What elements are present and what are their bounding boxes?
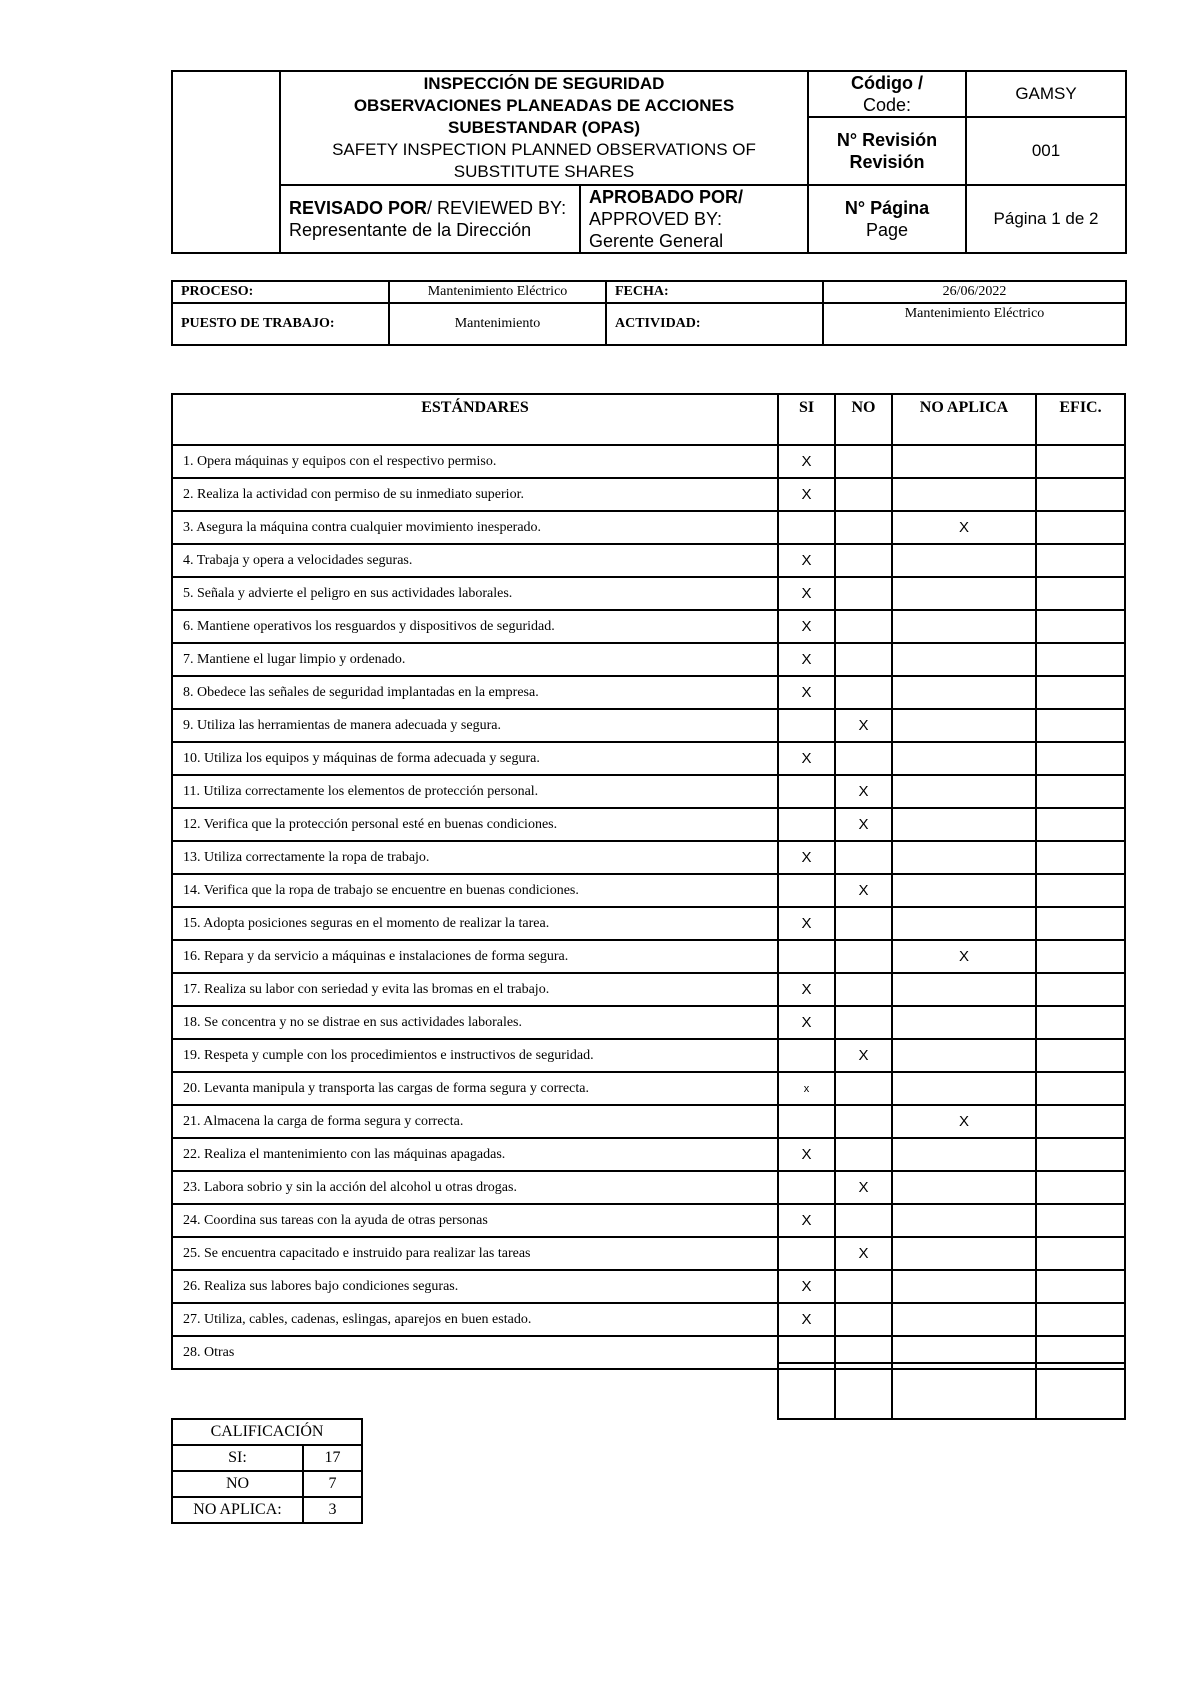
document-title-block — [280, 71, 808, 185]
extra-na-cell — [892, 1363, 1036, 1419]
standard-text: 11. Utiliza correctamente los elementos de protección personal. — [172, 775, 778, 808]
no-mark: X — [835, 1237, 892, 1270]
efic-mark — [1036, 445, 1125, 478]
reviewed-by-cell — [280, 185, 580, 253]
standard-row — [172, 1039, 1125, 1072]
standard-row — [172, 1237, 1125, 1270]
standard-text: 2. Realiza la actividad con permiso de su inmediato superior. — [172, 478, 778, 511]
na-mark — [892, 1072, 1036, 1105]
title-line-3: SUBESTANDAR (OPAS) — [447, 118, 641, 137]
code-label: Código / — [851, 73, 923, 93]
no-mark — [835, 643, 892, 676]
standard-text: 12. Verifica que la protección personal esté en buenas condiciones. — [172, 808, 778, 841]
na-mark: X — [892, 940, 1036, 973]
standard-text: 6. Mantiene operativos los resguardos y dispositivos de seguridad. — [172, 610, 778, 643]
standard-row — [172, 973, 1125, 1006]
page-label-cell — [808, 185, 966, 253]
efic-mark — [1036, 940, 1125, 973]
no-mark — [835, 577, 892, 610]
extra-efic-cell — [1036, 1363, 1125, 1419]
na-mark — [892, 1039, 1036, 1072]
standard-row — [172, 1138, 1125, 1171]
approved-label: APROBADO POR/ — [589, 187, 744, 207]
efic-mark — [1036, 544, 1125, 577]
no-mark — [835, 1138, 892, 1171]
no-mark — [835, 676, 892, 709]
efic-mark — [1036, 511, 1125, 544]
standard-text: 16. Repara y da servicio a máquinas e instalaciones de forma segura. — [172, 940, 778, 973]
efic-mark — [1036, 808, 1125, 841]
no-mark — [835, 610, 892, 643]
standard-text: 1. Opera máquinas y equipos con el respectivo permiso. — [172, 445, 778, 478]
no-mark: X — [835, 775, 892, 808]
standard-text: 17. Realiza su labor con seriedad y evita las bromas en el trabajo. — [172, 973, 778, 1006]
efic-mark — [1036, 478, 1125, 511]
standard-row — [172, 1105, 1125, 1138]
extra-no-cell — [835, 1363, 892, 1419]
na-mark — [892, 1237, 1036, 1270]
standard-row — [172, 808, 1125, 841]
no-mark — [835, 940, 892, 973]
si-mark — [778, 940, 835, 973]
no-mark — [835, 907, 892, 940]
extra-si-cell — [778, 1363, 835, 1419]
column-header-standards: ESTÁNDARES — [172, 394, 778, 445]
approved-label-en: APPROVED BY: — [589, 209, 723, 229]
standard-text: 27. Utiliza, cables, cadenas, eslingas, aparejos en buen estado. — [172, 1303, 778, 1336]
na-mark — [892, 544, 1036, 577]
rating-label: NO APLICA: — [172, 1497, 303, 1523]
rating-value: 7 — [303, 1471, 362, 1497]
standard-row — [172, 610, 1125, 643]
standard-row — [172, 676, 1125, 709]
si-mark — [778, 775, 835, 808]
standard-text: 4. Trabaja y opera a velocidades seguras. — [172, 544, 778, 577]
standard-text: 5. Señala y advierte el peligro en sus actividades laborales. — [172, 577, 778, 610]
standard-row — [172, 775, 1125, 808]
no-mark: X — [835, 874, 892, 907]
si-mark: X — [778, 577, 835, 610]
standard-text: 26. Realiza sus labores bajo condiciones seguras. — [172, 1270, 778, 1303]
si-mark — [778, 1237, 835, 1270]
standard-text: 7. Mantiene el lugar limpio y ordenado. — [172, 643, 778, 676]
si-mark: X — [778, 478, 835, 511]
standard-row — [172, 1204, 1125, 1237]
na-mark — [892, 1270, 1036, 1303]
na-mark: X — [892, 1105, 1036, 1138]
document-header — [171, 70, 1127, 254]
no-mark — [835, 742, 892, 775]
title-line-2: OBSERVACIONES PLANEADAS DE ACCIONES — [353, 96, 735, 115]
no-mark — [835, 1270, 892, 1303]
standard-text: 10. Utiliza los equipos y máquinas de forma adecuada y segura. — [172, 742, 778, 775]
reviewed-label: REVISADO POR — [289, 198, 428, 218]
no-mark — [835, 478, 892, 511]
na-mark — [892, 445, 1036, 478]
standards-extra-row — [777, 1362, 1126, 1420]
standard-text: 20. Levanta manipula y transporta las cargas de forma segura y correcta. — [172, 1072, 778, 1105]
process-value: Mantenimiento Eléctrico — [389, 281, 606, 303]
reviewed-value: Representante de la Dirección — [289, 220, 532, 240]
si-mark — [778, 808, 835, 841]
standard-row — [172, 907, 1125, 940]
si-mark: X — [778, 1006, 835, 1039]
si-mark — [778, 511, 835, 544]
approved-by-cell — [580, 185, 808, 253]
si-mark: X — [778, 1270, 835, 1303]
no-mark: X — [835, 709, 892, 742]
rating-row — [172, 1471, 362, 1497]
si-mark: X — [778, 742, 835, 775]
page-label: N° Página — [844, 198, 930, 218]
efic-mark — [1036, 610, 1125, 643]
si-mark — [778, 1039, 835, 1072]
standard-text: 14. Verifica que la ropa de trabajo se encuentre en buenas condiciones. — [172, 874, 778, 907]
standard-text: 18. Se concentra y no se distrae en sus actividades laborales. — [172, 1006, 778, 1039]
efic-mark — [1036, 676, 1125, 709]
page-label-en: Page — [865, 220, 909, 240]
revision-value: 001 — [966, 117, 1126, 185]
no-mark: X — [835, 1039, 892, 1072]
column-header-si: SI — [778, 394, 835, 445]
standards-header-row — [172, 394, 1125, 445]
standard-text: 23. Labora sobrio y sin la acción del alcohol u otras drogas. — [172, 1171, 778, 1204]
revision-label-cell — [808, 117, 966, 185]
si-mark: x — [778, 1072, 835, 1105]
no-mark — [835, 511, 892, 544]
na-mark — [892, 742, 1036, 775]
job-label: PUESTO DE TRABAJO: — [172, 303, 389, 345]
efic-mark — [1036, 577, 1125, 610]
efic-mark — [1036, 643, 1125, 676]
na-mark — [892, 1303, 1036, 1336]
standards-table — [171, 393, 1126, 1370]
efic-mark — [1036, 1270, 1125, 1303]
na-mark — [892, 1006, 1036, 1039]
si-mark: X — [778, 1138, 835, 1171]
rating-label: SI: — [172, 1445, 303, 1471]
na-mark — [892, 709, 1036, 742]
rating-value: 17 — [303, 1445, 362, 1471]
standard-text: 19. Respeta y cumple con los procedimientos e instructivos de seguridad. — [172, 1039, 778, 1072]
rating-row — [172, 1497, 362, 1523]
standard-row — [172, 1006, 1125, 1039]
na-mark: X — [892, 511, 1036, 544]
si-mark: X — [778, 907, 835, 940]
no-mark — [835, 1204, 892, 1237]
efic-mark — [1036, 1237, 1125, 1270]
no-mark: X — [835, 1171, 892, 1204]
rating-label: NO — [172, 1471, 303, 1497]
na-mark — [892, 1171, 1036, 1204]
na-mark — [892, 973, 1036, 1006]
efic-mark — [1036, 1303, 1125, 1336]
si-mark — [778, 709, 835, 742]
na-mark — [892, 478, 1036, 511]
rating-summary-table — [171, 1418, 363, 1524]
column-header-efic: EFIC. — [1036, 394, 1125, 445]
efic-mark — [1036, 841, 1125, 874]
standard-row — [172, 841, 1125, 874]
rating-value: 3 — [303, 1497, 362, 1523]
efic-mark — [1036, 973, 1125, 1006]
process-label: PROCESO: — [172, 281, 389, 303]
efic-mark — [1036, 1204, 1125, 1237]
no-mark — [835, 1105, 892, 1138]
standard-row — [172, 1171, 1125, 1204]
si-mark: X — [778, 643, 835, 676]
na-mark — [892, 610, 1036, 643]
efic-mark — [1036, 1105, 1125, 1138]
standard-row — [172, 544, 1125, 577]
no-mark — [835, 1006, 892, 1039]
si-mark — [778, 874, 835, 907]
si-mark — [778, 1171, 835, 1204]
si-mark — [778, 1105, 835, 1138]
na-mark — [892, 1204, 1036, 1237]
activity-label: ACTIVIDAD: — [606, 303, 823, 345]
standard-text: 22. Realiza el mantenimiento con las máquinas apagadas. — [172, 1138, 778, 1171]
efic-mark — [1036, 775, 1125, 808]
si-mark: X — [778, 1303, 835, 1336]
efic-mark — [1036, 874, 1125, 907]
efic-mark — [1036, 1006, 1125, 1039]
date-value: 26/06/2022 — [823, 281, 1126, 303]
standard-row — [172, 1072, 1125, 1105]
efic-mark — [1036, 1171, 1125, 1204]
page-value: Página 1 de 2 — [966, 185, 1126, 253]
code-value: GAMSY — [966, 71, 1126, 117]
no-mark — [835, 544, 892, 577]
si-mark: X — [778, 676, 835, 709]
standard-row — [172, 1303, 1125, 1336]
standard-text: 8. Obedece las señales de seguridad implantadas en la empresa. — [172, 676, 778, 709]
no-mark: X — [835, 808, 892, 841]
na-mark — [892, 841, 1036, 874]
standard-text: 24. Coordina sus tareas con la ayuda de otras personas — [172, 1204, 778, 1237]
job-value: Mantenimiento — [389, 303, 606, 345]
rating-row — [172, 1445, 362, 1471]
efic-mark — [1036, 1138, 1125, 1171]
reviewed-label-en: / REVIEWED BY: — [427, 198, 567, 218]
standard-row — [172, 874, 1125, 907]
standard-row — [172, 478, 1125, 511]
standard-text: 15. Adopta posiciones seguras en el momento de realizar la tarea. — [172, 907, 778, 940]
si-mark: X — [778, 610, 835, 643]
standard-text: 28. Otras — [172, 1336, 778, 1369]
efic-mark — [1036, 742, 1125, 775]
code-label-cell — [808, 71, 966, 117]
logo-placeholder — [172, 71, 280, 253]
na-mark — [892, 808, 1036, 841]
standard-row — [172, 940, 1125, 973]
si-mark: X — [778, 973, 835, 1006]
no-mark — [835, 973, 892, 1006]
standard-row — [172, 742, 1125, 775]
standard-text: 3. Asegura la máquina contra cualquier movimiento inesperado. — [172, 511, 778, 544]
si-mark: X — [778, 841, 835, 874]
process-info-table — [171, 280, 1127, 346]
standard-text: 13. Utiliza correctamente la ropa de trabajo. — [172, 841, 778, 874]
na-mark — [892, 874, 1036, 907]
na-mark — [892, 643, 1036, 676]
na-mark — [892, 775, 1036, 808]
standard-row — [172, 445, 1125, 478]
approved-value: Gerente General — [589, 231, 724, 251]
si-mark: X — [778, 544, 835, 577]
document-subtitle: SAFETY INSPECTION PLANNED OBSERVATIONS OF SUBSTITUTE SHARES — [332, 140, 756, 181]
activity-value: Mantenimiento Eléctrico — [823, 303, 1126, 345]
standard-text: 9. Utiliza las herramientas de manera adecuada y segura. — [172, 709, 778, 742]
date-label: FECHA: — [606, 281, 823, 303]
no-mark — [835, 1072, 892, 1105]
no-mark — [835, 1303, 892, 1336]
revision-label-2: Revisión — [849, 152, 925, 172]
na-mark — [892, 577, 1036, 610]
no-mark — [835, 841, 892, 874]
efic-mark — [1036, 709, 1125, 742]
standard-row — [172, 577, 1125, 610]
efic-mark — [1036, 907, 1125, 940]
standard-row — [172, 511, 1125, 544]
si-mark: X — [778, 1204, 835, 1237]
no-mark — [835, 445, 892, 478]
column-header-no-aplica: NO APLICA — [892, 394, 1036, 445]
standard-text: 25. Se encuentra capacitado e instruido para realizar las tareas — [172, 1237, 778, 1270]
revision-label: N° Revisión — [836, 130, 938, 150]
column-header-no: NO — [835, 394, 892, 445]
na-mark — [892, 907, 1036, 940]
standard-row — [172, 1270, 1125, 1303]
efic-mark — [1036, 1039, 1125, 1072]
standard-text: 21. Almacena la carga de forma segura y correcta. — [172, 1105, 778, 1138]
si-mark: X — [778, 445, 835, 478]
efic-mark — [1036, 1072, 1125, 1105]
standard-row — [172, 709, 1125, 742]
code-label-en: Code: — [862, 95, 912, 115]
rating-title: CALIFICACIÓN — [172, 1419, 362, 1445]
title-line-1: INSPECCIÓN DE SEGURIDAD — [423, 74, 665, 93]
na-mark — [892, 1138, 1036, 1171]
standard-row — [172, 643, 1125, 676]
na-mark — [892, 676, 1036, 709]
